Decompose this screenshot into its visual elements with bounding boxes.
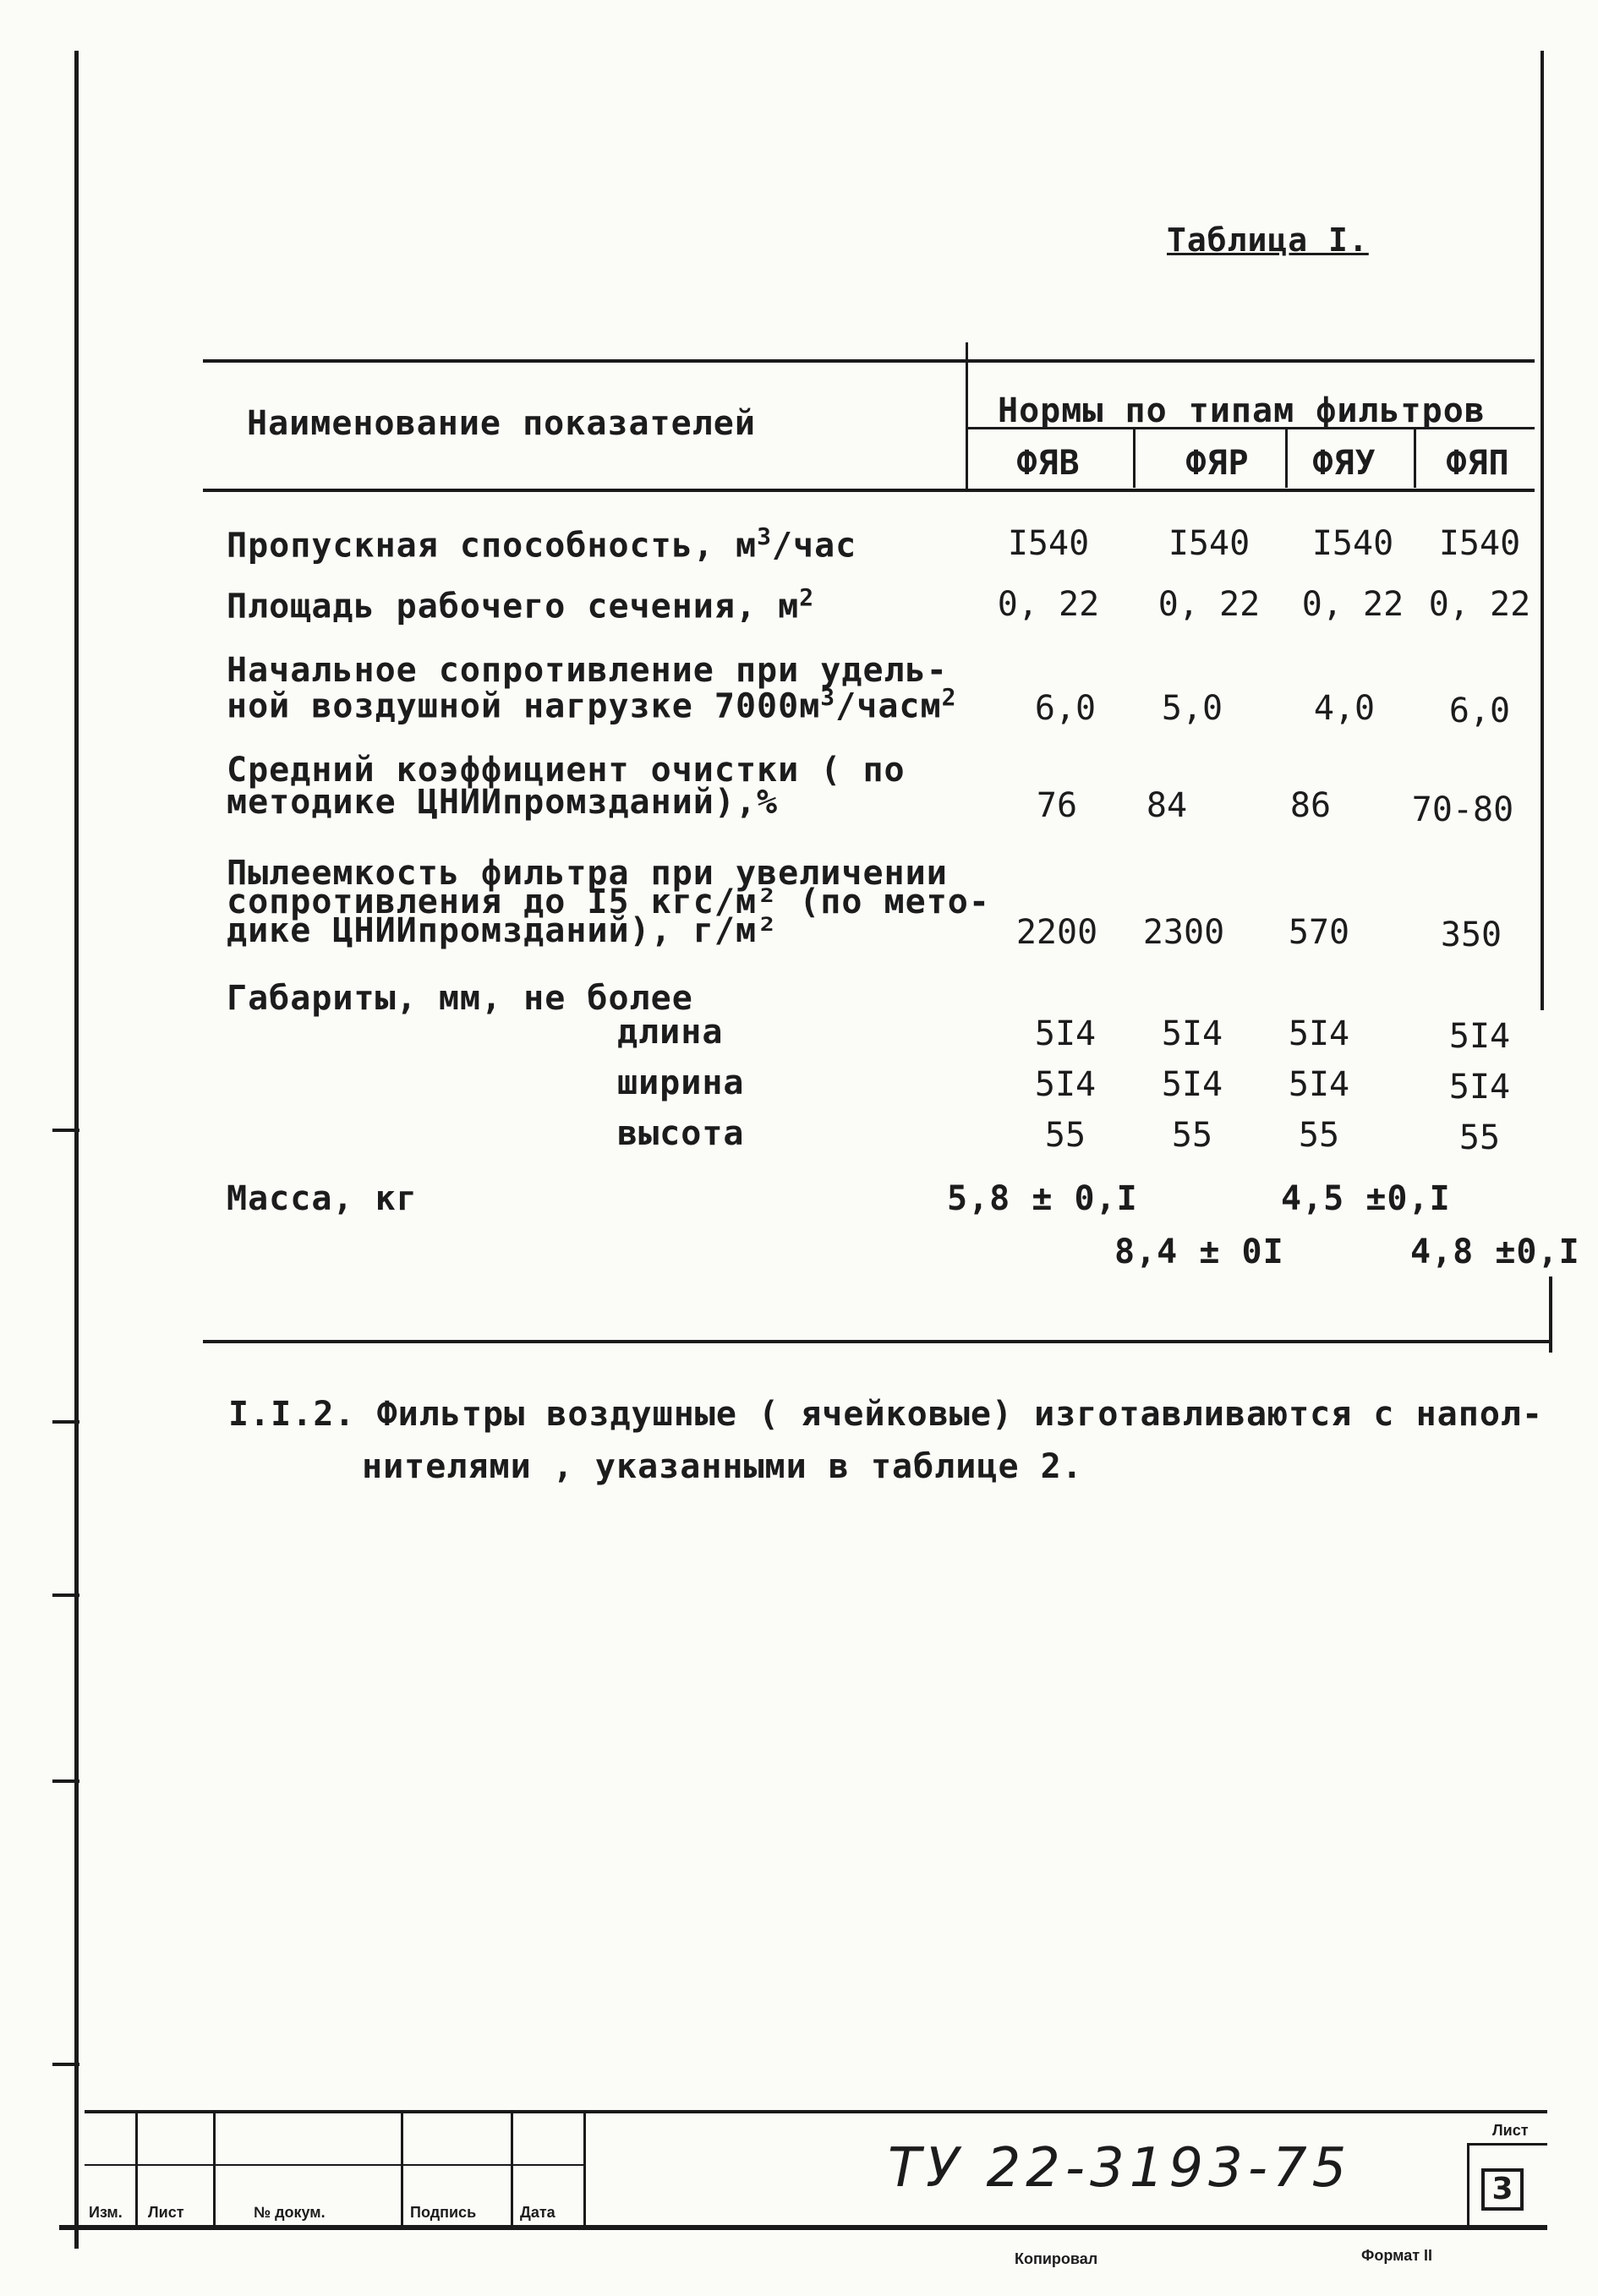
sheet-label: Лист	[1492, 2122, 1529, 2139]
mass-value-fyau: 4,5 ±0,I	[1281, 1179, 1451, 1218]
type-header-fyau: ФЯУ	[1312, 444, 1376, 483]
row-label-tail: /час	[771, 526, 857, 566]
cell-value: 86	[1289, 786, 1332, 825]
sublabel-width: ширина	[617, 1063, 745, 1102]
indicator-column-header: Наименование показателей	[247, 404, 756, 443]
row-label-sup: 3	[757, 522, 772, 550]
row-label-dimensions: Габариты, мм, не более	[227, 979, 693, 1018]
stamp-divider	[1467, 2143, 1469, 2228]
paragraph-line-1: I.I.2. Фильтры воздушные ( ячейковые) изготавливаются с напол-	[228, 1395, 1544, 1434]
row-label-cross-section	[227, 583, 814, 626]
cell-value: I540	[1007, 524, 1090, 563]
document-code: ТУ 22-3193-75	[888, 2137, 1352, 2200]
stamp-divider	[401, 2110, 403, 2228]
stamp-divider	[511, 2110, 513, 2228]
cell-value: 350	[1440, 916, 1502, 954]
norms-group-header: Нормы по типам фильтров	[998, 391, 1486, 430]
stamp-label-doc-number: № докум.	[254, 2204, 326, 2221]
cell-value: 2200	[1015, 913, 1098, 952]
cell-value: 0, 22	[1301, 585, 1404, 624]
row-label-initial-resistance-2	[227, 683, 956, 725]
format-label: Формат II	[1361, 2247, 1433, 2264]
type-header-fyav: ФЯВ	[1016, 444, 1081, 483]
row-label-sup: 3	[820, 683, 836, 711]
margin-tick	[52, 1594, 79, 1597]
paragraph-line-2: нителями , указанными в таблице 2.	[362, 1447, 1083, 1486]
cell-value: 5I4	[1448, 1068, 1511, 1107]
cell-value: 570	[1288, 913, 1350, 952]
margin-tick	[52, 1129, 79, 1132]
type-header-fyap: ФЯП	[1446, 444, 1510, 483]
row-label-initial-resistance-1: Начальное сопротивление при удель-	[227, 651, 948, 690]
mass-value-fyav: 5,8 ± 0,I	[947, 1179, 1138, 1218]
cell-value: 5I4	[1448, 1017, 1511, 1056]
stamp-mid-rule	[85, 2164, 583, 2166]
cell-value: 5I4	[1034, 1014, 1097, 1053]
row-label-dust-capacity-2: сопротивления до I5 кгс/м² (по мето-	[227, 883, 990, 921]
row-label-text: ной воздушной нагрузке 7000м	[227, 686, 821, 726]
cell-value: 55	[1171, 1116, 1213, 1155]
row-label-sup: 2	[799, 583, 815, 611]
cell-value: 76	[1036, 786, 1078, 825]
cell-value: 5I4	[1161, 1014, 1223, 1053]
stamp-divider	[213, 2110, 216, 2228]
cell-value: 70-80	[1411, 790, 1514, 829]
row-label-throughput	[227, 522, 856, 565]
cell-value: 0, 22	[997, 585, 1100, 624]
cell-value: 5,0	[1161, 689, 1223, 728]
sheet-number: 3	[1481, 2168, 1524, 2211]
stamp-label-signature: Подпись	[410, 2204, 477, 2221]
row-label-sup: 2	[941, 683, 957, 711]
cell-value: 5I4	[1288, 1014, 1350, 1053]
cell-value: 0, 22	[1428, 585, 1531, 624]
stamp-bottom-rule	[59, 2225, 1547, 2230]
sublabel-length: длина	[617, 1013, 724, 1052]
margin-tick	[52, 1420, 79, 1424]
mass-value-fyar: 8,4 ± 0I	[1114, 1233, 1284, 1271]
header-vertical-divider	[966, 342, 968, 490]
cell-value: 55	[1298, 1116, 1340, 1155]
row-label-tail: /часм	[835, 686, 942, 726]
cell-value: I540	[1311, 524, 1394, 563]
cell-value: 0, 22	[1157, 585, 1261, 624]
stamp-label-change: Изм.	[89, 2204, 123, 2221]
frame-left-border	[74, 51, 79, 2249]
stamp-divider	[135, 2110, 138, 2228]
stamp-sheet-rule	[1467, 2143, 1547, 2146]
row-label-efficiency-1: Средний коэффициент очистки ( по	[227, 751, 906, 790]
row-label-dust-capacity-1: Пылеемкость фильтра при увеличении	[227, 854, 948, 893]
stamp-divider	[583, 2110, 586, 2228]
stamp-label-date: Дата	[520, 2204, 555, 2221]
margin-tick	[52, 2063, 79, 2066]
cell-value: 2300	[1142, 913, 1225, 952]
cell-value: 5I4	[1288, 1065, 1350, 1104]
type-divider	[1133, 429, 1136, 488]
margin-tick	[52, 1779, 79, 1783]
cell-value: 6,0	[1448, 692, 1511, 730]
copied-by-label: Копировал	[1015, 2250, 1098, 2267]
cell-value: 5I4	[1034, 1065, 1097, 1104]
cell-value: 55	[1044, 1116, 1086, 1155]
table-title: Таблица I.	[1167, 221, 1369, 259]
header-bottom-rule	[203, 489, 1535, 492]
cell-value: 4,0	[1313, 689, 1376, 728]
cell-value: 6,0	[1034, 689, 1097, 728]
table-top-rule	[203, 359, 1535, 363]
cell-value: 84	[1146, 786, 1188, 825]
row-label-mass: Масса, кг	[227, 1179, 418, 1218]
type-divider	[1414, 429, 1416, 488]
cell-value: 55	[1458, 1118, 1501, 1157]
stamp-label-sheet: Лист	[148, 2204, 184, 2221]
cell-value: 5I4	[1161, 1065, 1223, 1104]
cell-value: I540	[1168, 524, 1250, 563]
mass-value-fyap: 4,8 ±0,I	[1410, 1233, 1580, 1271]
cell-value: I540	[1438, 524, 1521, 563]
row-label-efficiency-2: методике ЦНИИпромзданий),%	[227, 783, 779, 822]
stamp-top-rule	[85, 2110, 1547, 2113]
row-label-text: Пропускная способность, м	[227, 526, 758, 566]
sublabel-height: высота	[617, 1114, 745, 1153]
row-label-dust-capacity-3: дике ЦНИИпромзданий), г/м²	[227, 911, 779, 950]
row-label-text: Площадь рабочего сечения, м	[227, 587, 800, 626]
type-header-fyar: ФЯР	[1185, 444, 1250, 483]
table-bottom-rule	[203, 1340, 1551, 1343]
